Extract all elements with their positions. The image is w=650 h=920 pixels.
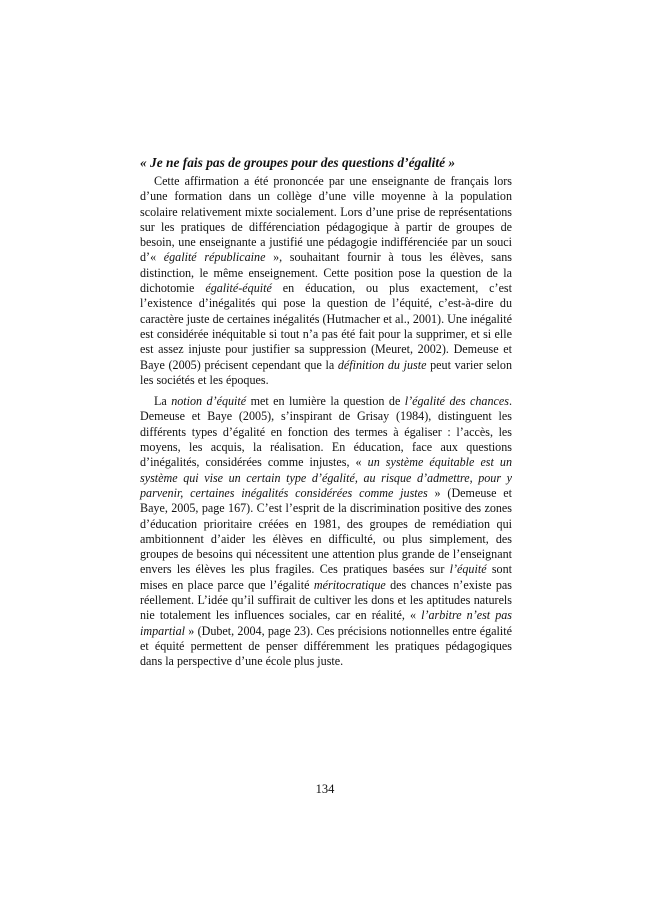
paragraph-2 xyxy=(140,394,512,669)
text-run: . Demeuse et Baye (2005), s’inspirant de Grisay (1984), distinguent les différents types d’égalité en fonction des termes à égaliser : l’accès, les moyens, les acquis, la réalisation. En éducation, face aux questions d’inégalités, considérées comme injustes, « xyxy=(140,394,513,470)
text-run: en éducation, ou plus exactement, c’est l’existence d’inégalités qui pose la question de l’équité, c’est-à-dire du caractère juste de certaines inégalités (Hutmacher et al., 2001). Une inégalité est considérée inéquitable si tout n’a pas été fait pour la supprimer, et si elle est assez injuste pour justifier sa suppression (Meuret, 2002). Demeuse et Baye (2005) précisent cependant que la xyxy=(140,281,512,372)
section-heading: « Je ne fais pas de groupes pour des questions d’égalité » xyxy=(140,155,456,170)
text-run: », souhaitant fournir à tous les élèves, sans distinction, le même enseignement. Cette position pose la question de la dichotomie xyxy=(140,250,512,296)
text-run-italic: l’équité xyxy=(449,562,487,577)
text-run-italic: notion d’équité xyxy=(171,394,247,409)
paragraph-1 xyxy=(140,174,512,388)
text-run-italic: un système équitable est un système qui vise un certain type d’égalité, au risque d’admettre, pour y parvenir, certaines inégalités considérées comme justes xyxy=(140,455,512,500)
text-run-italic: l’arbitre n’est pas impartial xyxy=(140,608,512,638)
text-run: peut varier selon les sociétés et les époques. xyxy=(140,357,512,387)
page-number: 134 xyxy=(315,782,335,796)
text-run: met en lumière la question de xyxy=(246,394,405,409)
body-text xyxy=(140,174,512,676)
text-run: La xyxy=(154,394,172,409)
text-run-italic: égalité-équité xyxy=(205,281,272,296)
text-run-italic: l’égalité des chances xyxy=(404,394,509,409)
text-run-italic: égalité républicaine xyxy=(163,250,266,265)
text-run: sont mises en place parce que l’égalité xyxy=(140,562,512,592)
text-run: » (Demeuse et Baye, 2005, page 167). C’est l’esprit de la discrimination positive des zones d’éducation prioritaire créées en 1981, des groupes de remédiation qui ambitionnent d’aider les élèves en difficulté, ou plus simplement, des groupes de besoins qui nécessitent une attention plus grande de l’enseignant envers les élèves les plus fragiles. Ces pratiques basées sur xyxy=(140,485,512,577)
text-run: Cette affirmation a été prononcée par une enseignante de français lors d’une formation dans un collège d’une ville moyenne à la population scolaire relativement mixte socialement. Lors d’une prise de représentations sur les pratiques de différenciation pédagogique à partir de groupes de besoin, une enseignante a justifié une pédagogie indifférenciée par un souci d’« xyxy=(140,174,512,265)
text-run-italic: méritocratique xyxy=(313,577,386,592)
text-run-italic: définition du juste xyxy=(337,357,427,372)
text-run: des chances n’existe pas réellement. L’idée qu’il suffirait de cultiver les dons et les aptitudes naturels nie totalement les influences sociales, car en réalité, « xyxy=(140,577,513,623)
text-run: » (Dubet, 2004, page 23). Ces précisions notionnelles entre égalité et équité permettent de penser différemment les pratiques pédagogiques dans la perspective d’une école plus juste. xyxy=(140,623,512,669)
